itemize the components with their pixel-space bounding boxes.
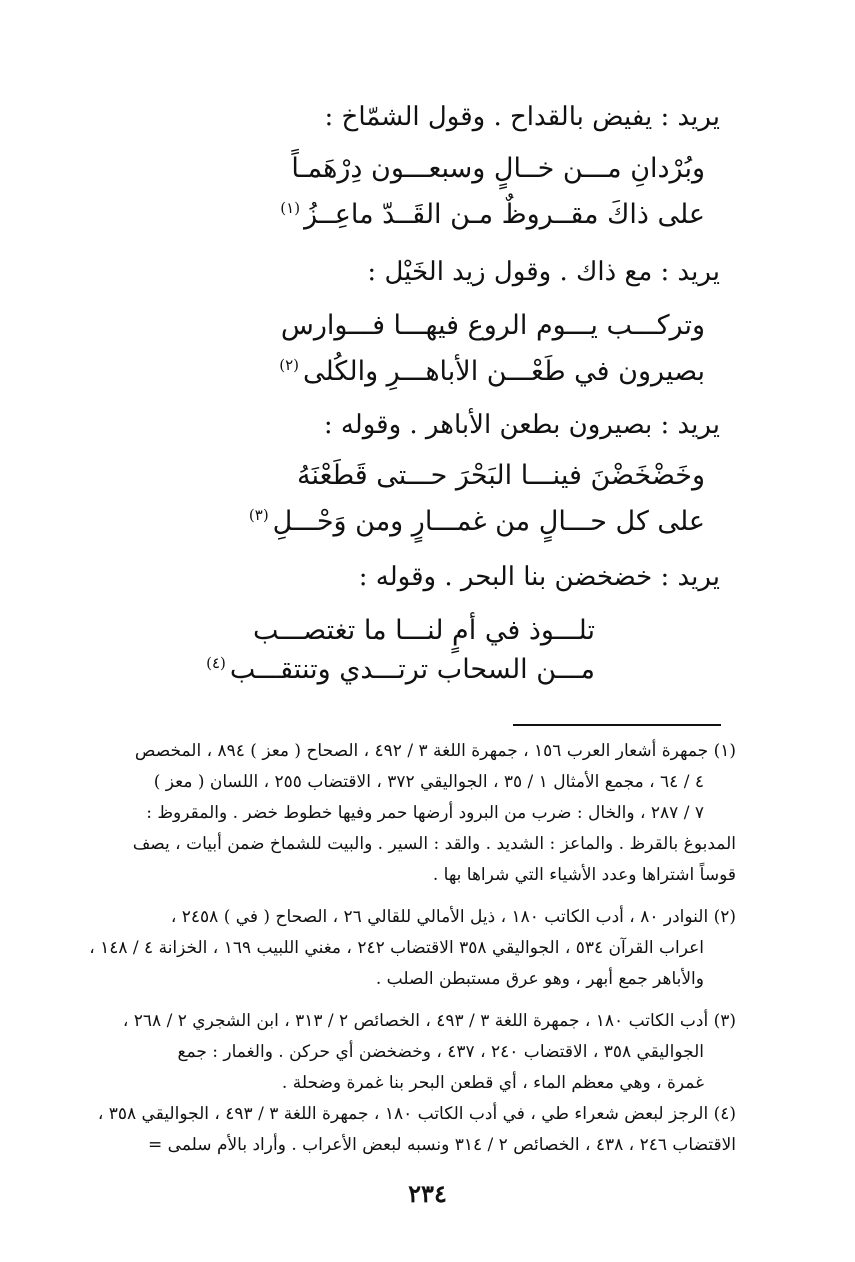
verse-line	[206, 654, 595, 685]
footnote-3	[44, 1010, 736, 1093]
prose-line: يريد : يفيض بالقداح . وقول الشمّاخ :	[324, 102, 720, 132]
footnote-marker-3: (٣)	[248, 506, 269, 524]
footnote-1	[44, 740, 736, 885]
verse-line: وبُرْدانِ مـــن خــالٍ وسبعـــون دِرْهَمـاً	[291, 153, 705, 184]
footnote-line: (٤) الرجز لبعض شعراء طي ، في أدب الكاتب ١٨٠ ، جمهرة اللغة ٣ / ٤٩٣ ، الجواليقي ٣٥٨ ،	[97, 1104, 736, 1124]
footnote-line: غمرة ، وهي معظم الماء ، أي قطعن البحر بنا غمرة وضحلة .	[281, 1073, 704, 1093]
footnote-line: الجواليقي ٣٥٨ ، الاقتضاب ٢٤٠ ، ٤٣٧ ، وخضخضن أي حركن . والغمار : جمع	[177, 1042, 704, 1062]
footnote-marker-1: (١)	[280, 199, 301, 217]
verse-line	[280, 199, 705, 230]
verse-text: على ذاكَ مقــروظٌ مـن القَــدّ ماعِــزُ	[304, 199, 705, 230]
prose-line: يريد : مع ذاك . وقول زيد الخَيْل :	[367, 257, 720, 287]
footnote-line: الاقتضاب ٢٤٦ ، ٤٣٨ ، الخصائص ٢ / ٣١٤ ونسبه لبعض الأعراب . وأراد بالأم سلمى =	[148, 1135, 736, 1155]
footnote-marker-2: (٢)	[279, 356, 299, 374]
footnote-2	[44, 906, 736, 989]
verse-line	[279, 356, 705, 387]
verse-line: وخَضْخَضْنَ فينـــا البَحْرَ حـــتى قَطَعْنَهُ	[296, 460, 705, 491]
page-number: ٢٣٤	[408, 1179, 447, 1208]
footnote-line: (١) جمهرة أشعار العرب ١٥٦ ، جمهرة اللغة ٣ / ٤٩٢ ، الصحاح ( معز ) ٨٩٤ ، المخصص	[134, 741, 736, 761]
footnote-marker-4: (٤)	[206, 654, 226, 672]
footnote-line: اعراب القرآن ٥٣٤ ، الجواليقي ٣٥٨ الاقتضاب ٢٤٢ ، مغني اللبيب ١٦٩ ، الخزانة ٤ / ١٤٨ ،	[89, 938, 704, 958]
footnote-line: ٤ / ٦٤ ، مجمع الأمثال ١ / ٣٥ ، الجواليقي ٣٧٢ ، الاقتضاب ٢٥٥ ، اللسان ( معز )	[153, 772, 704, 792]
footnote-line: قوساً اشتراها وعدد الأشياء التي شراها بها .	[432, 865, 736, 885]
verse-line: تلـــوذ في أمٍ لنـــا ما تغتصـــب	[252, 615, 595, 646]
footnote-line: والأباهر جمع أبهر ، وهو عرق مستبطن الصلب .	[375, 969, 704, 989]
footnote-line: (٢) النوادر ٨٠ ، أدب الكاتب ١٨٠ ، ذيل الأمالي للقالي ٢٦ ، الصحاح ( في ) ٢٤٥٨ ،	[170, 907, 736, 927]
verse-text: على كل حـــالٍ من غمـــارٍ ومن وَحْـــلِ	[272, 506, 705, 537]
verse-line: وتركـــب يـــوم الروع فيهـــا فـــوارس	[280, 310, 705, 341]
prose-line: يريد : خضخضن بنا البحر . وقوله :	[358, 562, 720, 592]
footnote-separator	[513, 724, 721, 726]
verse-text: بصيرون في طَعْـــن الأباهـــرِ والكُلى	[302, 356, 705, 387]
verse-text: مـــن السحاب ترتـــدي وتنتقـــب	[229, 654, 595, 685]
footnote-line: (٣) أدب الكاتب ١٨٠ ، جمهرة اللغة ٣ / ٤٩٣ ، الخصائص ٢ / ٣١٣ ، ابن الشجري ٢ / ٢٦٨ ،	[122, 1011, 736, 1031]
verse-line	[249, 506, 705, 537]
footnote-4	[44, 1103, 736, 1153]
footnote-line: المدبوغ بالقرظ . والماعز : الشديد . والقد : السير . والبيت للشماخ ضمن أبيات ، يصف	[132, 834, 736, 854]
footnote-line: ٧ / ٢٨٧ ، والخال : ضرب من البرود أرضها حمر وفيها خطوط خضر . والمقروظ :	[146, 803, 704, 823]
prose-line: يريد : بصيرون بطعن الأباهر . وقوله :	[323, 410, 720, 440]
